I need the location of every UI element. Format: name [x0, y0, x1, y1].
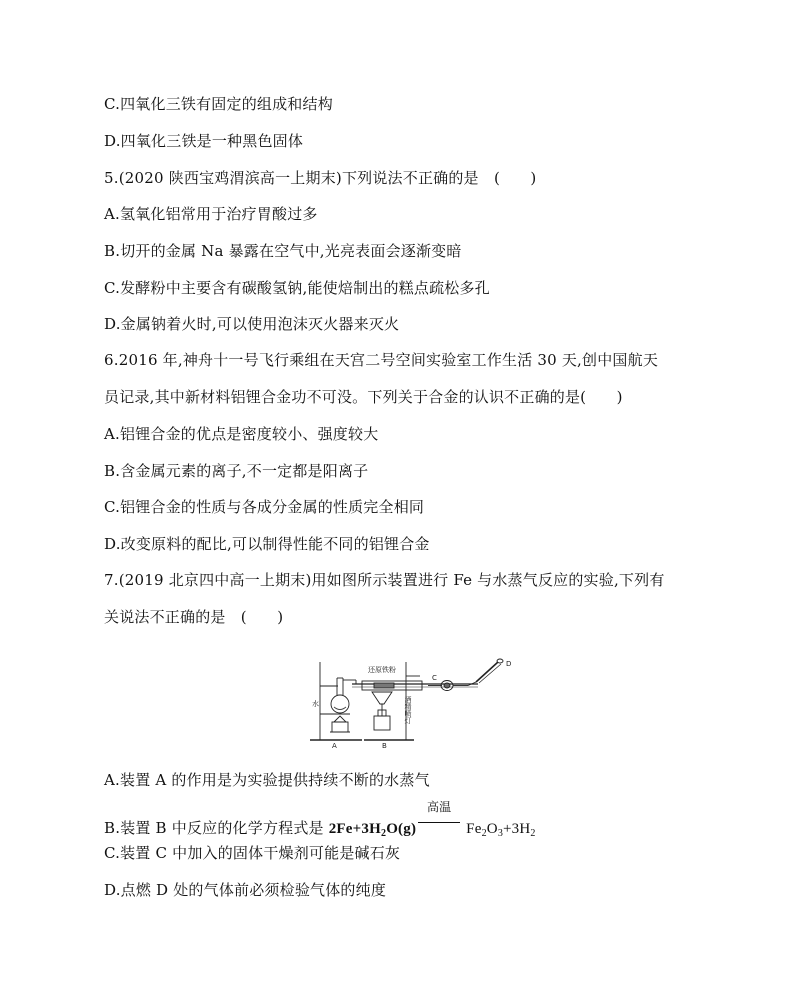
apparatus-figure	[308, 656, 520, 750]
burner-a	[332, 722, 348, 732]
apparatus-diagram	[308, 656, 520, 750]
label-a: A	[332, 742, 337, 750]
tube-d-mouth	[497, 659, 503, 663]
q7-option-a: A.装置 A 的作用是为实验提供持续不断的水蒸气	[104, 771, 430, 789]
lamp-hood-b	[372, 692, 392, 704]
flask	[331, 695, 349, 713]
q7-option-c: C.装置 C 中加入的固体干燥剂可能是碱石灰	[104, 844, 401, 862]
label-c: C	[432, 674, 437, 682]
q6-option-c: C.铝锂合金的性质与各成分金属的性质完全相同	[104, 498, 425, 516]
q5-option-c: C.发酵粉中主要含有碳酸氢钠,能使焙制出的糕点疏松多孔	[104, 279, 490, 297]
equation-right: $Fe_2O_3+3H_2$	[466, 821, 536, 839]
question-5: 5.(2020 陕西宝鸡渭滨高一上期末)下列说法不正确的是 ( )	[104, 169, 537, 187]
option-c-fe3o4: C.四氧化三铁有固定的组成和结构	[104, 95, 333, 113]
lamp-reservoir-b	[374, 716, 390, 730]
iron-powder	[374, 683, 394, 688]
q7-option-d: D.点燃 D 处的气体前必须检验气体的纯度	[104, 881, 387, 899]
q6-option-b: B.含金属元素的离子,不一定都是阳离子	[104, 462, 369, 480]
q7-option-b	[104, 800, 536, 839]
q5-option-b: B.切开的金属 Na 暴露在空气中,光亮表面会逐渐变暗	[104, 242, 462, 260]
q5-option-d: D.金属钠着火时,可以使用泡沫灭火器来灭火	[104, 315, 400, 333]
label-d: D	[506, 660, 512, 668]
reaction-condition: 高温	[426, 800, 452, 814]
label-lamp: 酒精喷灯	[404, 696, 412, 724]
label-water: 水	[312, 700, 319, 708]
q6-option-a: A.铝锂合金的优点是密度较小、强度较大	[104, 425, 379, 443]
burner-flame-a	[334, 716, 346, 722]
q7-option-b-text: B.装置 B 中反应的化学方程式是	[104, 819, 329, 837]
q5-option-a: A.氢氧化铝常用于治疗胃酸过多	[104, 205, 318, 223]
q6-option-d: D.改变原料的配比,可以制得性能不同的铝锂合金	[104, 535, 430, 553]
label-iron-powder: 还原铁粉	[368, 666, 396, 674]
option-d-fe3o4: D.四氧化三铁是一种黑色固体	[104, 132, 304, 150]
question-6-line-2: 员记录,其中新材料铝锂合金功不可没。下列关于合金的认识不正确的是( )	[104, 388, 623, 406]
question-7-line-1: 7.(2019 北京四中高一上期末)用如图所示装置进行 Fe 与水蒸气反应的实验,下列有	[104, 571, 665, 589]
label-b: B	[382, 742, 387, 750]
equation-left: $2Fe+3H_2O(g)$	[328, 821, 417, 839]
question-6-line-1: 6.2016 年,神舟十一号飞行乘组在天宫二号空间实验室工作生活 30 天,创中国航天	[104, 351, 659, 369]
question-7-line-2: 关说法不正确的是 ( )	[104, 608, 284, 626]
tube-d	[476, 662, 498, 682]
reaction-arrow	[418, 800, 460, 833]
